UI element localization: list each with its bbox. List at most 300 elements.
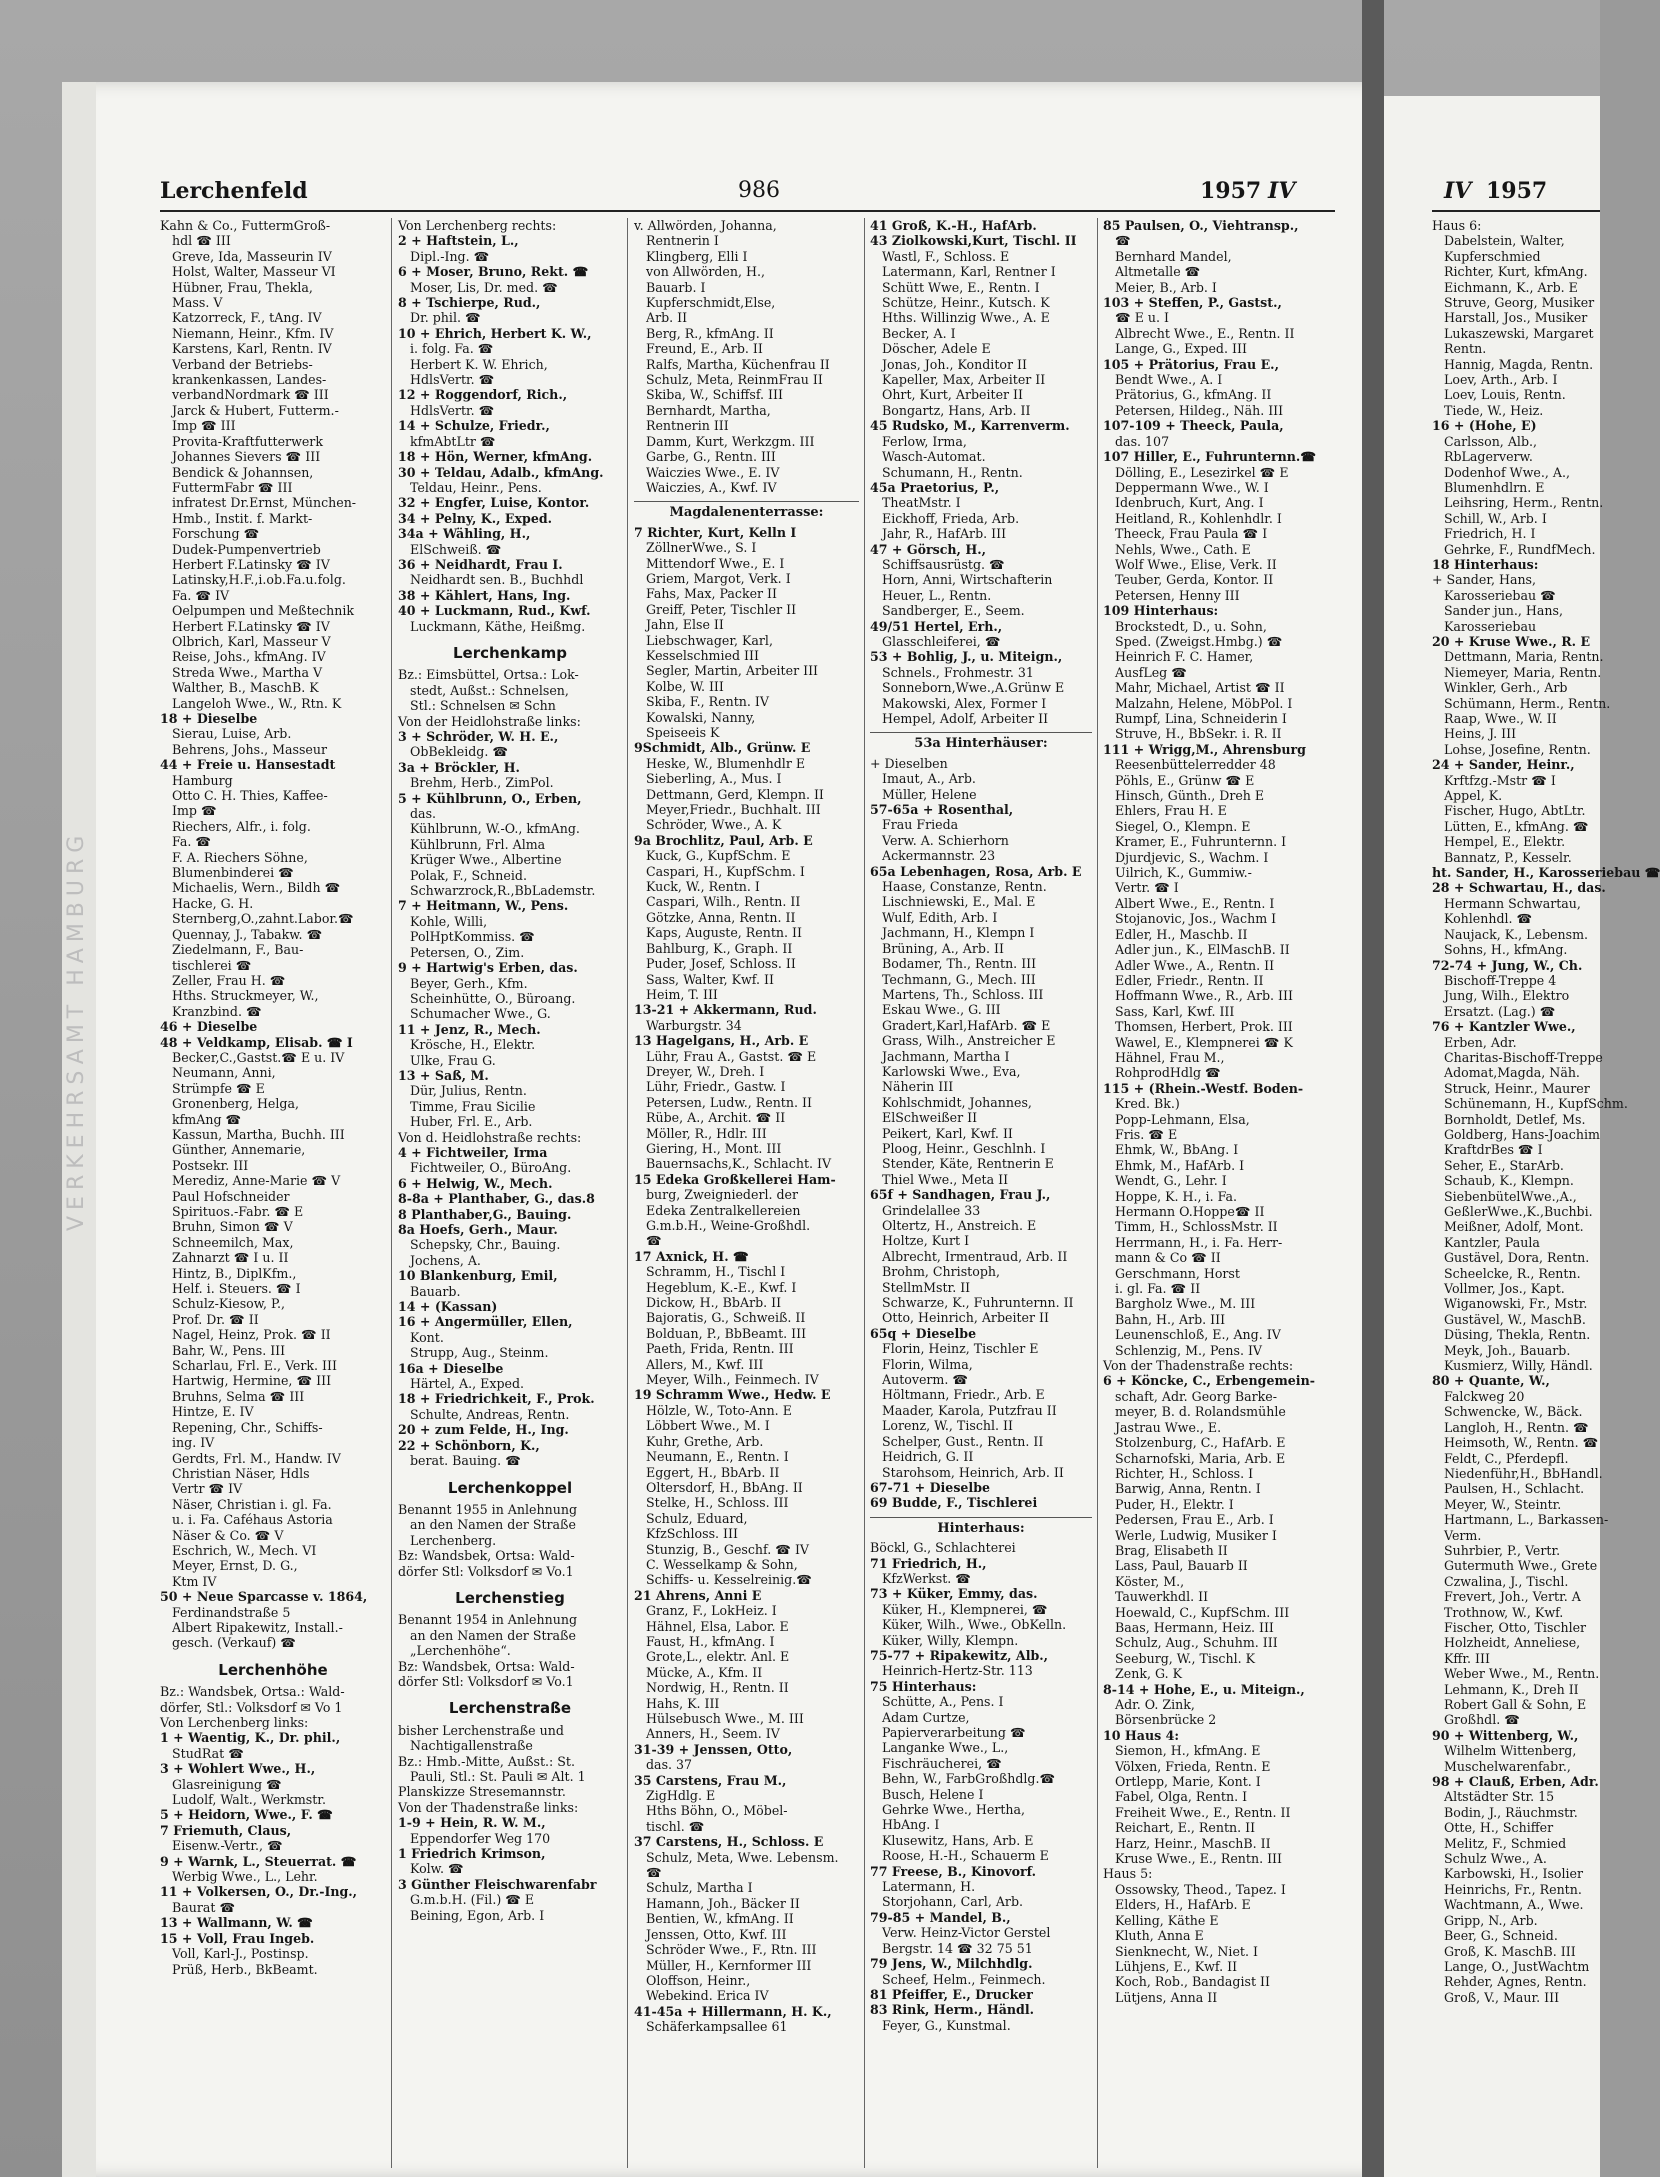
directory-entry: Stender, Käte, Rentnerin E xyxy=(882,1156,1054,1172)
directory-entry: Adler jun., K., ElMaschB. II xyxy=(1115,942,1290,958)
directory-entry: Eskau Wwe., G. III xyxy=(882,1002,1001,1018)
directory-entry: Olbrich, Karl, Masseur V xyxy=(172,633,331,649)
directory-entry: Wawel, E., Klempnerei ☎ K xyxy=(1115,1034,1293,1050)
sub-heading: Hinterhaus: xyxy=(870,1517,1092,1536)
directory-entry: ☎ xyxy=(1115,233,1131,249)
directory-entry: Bongartz, Hans, Arb. II xyxy=(882,402,1031,418)
directory-entry: Oltersdorf, H., BbAng. II xyxy=(646,1479,803,1495)
directory-entry: Segler, Martin, Arbeiter III xyxy=(646,663,819,679)
directory-entry: Helf. i. Steuers. ☎ I xyxy=(172,1281,301,1297)
directory-entry: burg, Zweigniederl. der xyxy=(646,1187,799,1203)
directory-entry: Küker, H., Klempnerei, ☎ xyxy=(882,1601,1048,1617)
directory-entry: Winkler, Gerh., Arb xyxy=(1444,680,1568,696)
directory-entry: Mücke, A., Kfm. II xyxy=(646,1664,763,1680)
directory-entry: 45a Praetorius, P., xyxy=(870,479,1000,495)
directory-entry: Kühlbrunn, Frl. Alma xyxy=(410,836,546,852)
directory-entry: Hamann, Joh., Bäcker II xyxy=(646,1895,800,1911)
directory-entry: C. Wesselkamp & Sohn, xyxy=(646,1556,798,1572)
directory-entry: 43 Ziolkowski,Kurt, Tischl. II xyxy=(870,233,1077,249)
directory-entry: Karbowski, H., Isolier xyxy=(1444,1866,1584,1882)
directory-entry: Jahr, R., HafArb. III xyxy=(882,526,1007,542)
directory-entry: 46 + Dieselbe xyxy=(160,1019,258,1035)
directory-entry: Hübner, Frau, Thekla, xyxy=(172,279,313,295)
directory-entry: Giering, H., Mont. III xyxy=(646,1140,782,1156)
directory-entry: Florin, Heinz, Tischler E xyxy=(882,1341,1039,1357)
directory-entry: Ehmk, M., HafArb. I xyxy=(1115,1157,1245,1173)
directory-entry: G.m.b.H., Weine-Großhdl. xyxy=(646,1218,811,1233)
directory-entry: Eichmann, K., Arb. E xyxy=(1444,279,1578,295)
entries-list xyxy=(398,667,622,1468)
directory-entry: 115 + (Rhein.-Westf. Boden- xyxy=(1103,1080,1304,1096)
directory-entry: Glasschleiferei, ☎ xyxy=(882,633,1001,649)
directory-entry: Johannes Sievers ☎ III xyxy=(172,449,321,465)
directory-entry: Völxen, Frieda, Rentn. E xyxy=(1115,1758,1271,1774)
directory-entry: Strupp, Aug., Steinm. xyxy=(410,1345,549,1361)
directory-entry: 53 + Bohlig, J., u. Miteign., xyxy=(870,649,1063,665)
directory-entry: Herrmann, H., i. Fa. Herr- xyxy=(1115,1234,1283,1250)
directory-entry: Zahnarzt ☎ I u. II xyxy=(172,1250,289,1266)
directory-entry: Imaut, A., Arb. xyxy=(882,771,976,787)
directory-entry: Lange, G., Exped. III xyxy=(1115,341,1247,357)
directory-entry: 8 Planthaber,G., Bauing. xyxy=(398,1206,572,1222)
directory-entry: Timme, Frau Sicilie xyxy=(410,1098,536,1114)
directory-entry: Muschelwarenfabr., xyxy=(1444,1758,1571,1774)
directory-entry: Groß, K. MaschB. III xyxy=(1444,1943,1576,1959)
directory-entry: 15 Edeka Großkellerei Ham- xyxy=(634,1171,836,1187)
directory-entry: ObBekleidg. ☎ xyxy=(410,744,509,760)
directory-entry: Schwarze, K., Fuhrunternn. II xyxy=(882,1295,1074,1311)
directory-entry: Hempel, Adolf, Arbeiter II xyxy=(882,711,1049,726)
directory-entry: Bz: Wandsbek, Ortsa: Wald- xyxy=(398,1658,575,1674)
directory-entry: Hahs, K. III xyxy=(646,1695,720,1711)
directory-entry: Quennay, J., Tabakw. ☎ xyxy=(172,926,323,942)
directory-entry: Fischer, Hugo, AbtLtr. xyxy=(1444,803,1586,819)
directory-entry: Reesenbüttelerredder 48 xyxy=(1115,757,1276,773)
directory-entry: Voll, Karl-J., Postinsp. xyxy=(172,1946,309,1962)
directory-entry: Döscher, Adele E xyxy=(882,341,991,357)
directory-entry: KraftdrBes ☎ I xyxy=(1444,1142,1543,1158)
directory-entry: Oloffson, Heinr., xyxy=(646,1972,751,1988)
directory-entry: Albrecht, Irmentraud, Arb. II xyxy=(882,1248,1068,1264)
directory-entry: AusfLeg ☎ xyxy=(1115,664,1187,680)
directory-entry: kfmAng ☎ xyxy=(172,1111,242,1127)
directory-entry: Meyer, Wilh., Feinmech. IV xyxy=(646,1372,819,1388)
directory-entry: Heins, J. III xyxy=(1444,726,1517,742)
directory-entry: ElSchweißer II xyxy=(882,1110,978,1126)
directory-entry: 111 + Wrigg,M., Ahrensburg xyxy=(1103,741,1306,757)
directory-entry: Richter, Kurt, kfmAng. xyxy=(1444,264,1588,280)
directory-entry: stedt, Außst.: Schnelsen, xyxy=(410,682,569,698)
directory-entry: 9 + Warnk, L., Steuerrat. ☎ xyxy=(160,1853,357,1869)
directory-entry: Hintz, B., DiplKfm., xyxy=(172,1265,297,1281)
directory-entry: Kapeller, Max, Arbeiter II xyxy=(882,372,1046,388)
directory-entry: Wachtmann, A., Wwe. xyxy=(1444,1897,1584,1913)
directory-entry: Teuber, Gerda, Kontor. II xyxy=(1115,572,1274,588)
directory-entry: Kelling, Käthe E xyxy=(1115,1912,1219,1928)
directory-entry: 14 + Schulze, Friedr., xyxy=(398,418,550,434)
directory-entry: Schröder, Wwe., A. K xyxy=(646,817,782,833)
directory-entry: Ziedelmann, F., Bau- xyxy=(172,942,304,958)
directory-entry: Hartwig, Hermine, ☎ III xyxy=(172,1373,332,1389)
directory-entry: Günther, Annemarie, xyxy=(172,1142,306,1158)
column-divider xyxy=(1097,218,1098,2168)
directory-entry: Eisenw.-Vertr., ☎ xyxy=(172,1838,283,1854)
directory-entry: Postsekr. III xyxy=(172,1157,249,1173)
directory-entry: Heinrichs, Fr., Rentn. xyxy=(1444,1881,1582,1897)
directory-entry: Edler, H., Maschb. II xyxy=(1115,926,1248,942)
directory-entry: Speiseeis K xyxy=(646,725,720,740)
directory-entry: Sped. (Zweigst.Hmbg.) ☎ xyxy=(1115,633,1283,649)
directory-entry: Stelke, H., Schloss. III xyxy=(646,1495,789,1511)
directory-entry: Wiganowski, Fr., Mstr. xyxy=(1444,1296,1588,1312)
directory-entry: Wilhelm Wittenberg, xyxy=(1444,1743,1577,1759)
directory-entry: 16 + (Hohe, E) xyxy=(1432,418,1537,434)
directory-entry: Siemon, H., kfmAng. E xyxy=(1115,1743,1261,1759)
directory-entry: Waiczies, A., Kwf. IV xyxy=(646,479,777,495)
directory-entry: 5 + Heidorn, Wwe., F. ☎ xyxy=(160,1807,333,1823)
directory-entry: Schwencke, W., Bäck. xyxy=(1444,1404,1583,1420)
directory-entry: 7 + Heitmann, W., Pens. xyxy=(398,898,569,914)
directory-entry: krankenkassen, Landes- xyxy=(172,372,327,388)
directory-entry: Hoffmann Wwe., R., Arb. III xyxy=(1115,988,1293,1004)
directory-entry: 3a + Bröckler, H. xyxy=(398,759,520,775)
directory-entry: 40 + Luckmann, Rud., Kwf. xyxy=(398,603,591,619)
directory-entry: Falckweg 20 xyxy=(1444,1388,1525,1404)
directory-entry: 14 + (Kassan) xyxy=(398,1299,498,1315)
directory-entry: Meier, B., Arb. I xyxy=(1115,279,1217,295)
directory-entry: Kuck, W., Rentn. I xyxy=(646,879,760,895)
directory-entry: Gerdts, Frl. M., Handw. IV xyxy=(172,1450,341,1466)
directory-entry: Dür, Julius, Rentn. xyxy=(410,1083,527,1099)
directory-entry: Spirituos.-Fabr. ☎ E xyxy=(172,1204,304,1219)
directory-entry: Hmb., Instit. f. Markt- xyxy=(172,510,313,526)
directory-entry: Storjohann, Carl, Arb. xyxy=(882,1894,1024,1910)
directory-entry: Lühr, Frau A., Gastst. ☎ E xyxy=(646,1048,817,1064)
directory-entry: Ulke, Frau G. xyxy=(410,1052,496,1068)
directory-entry: Kahn & Co., FuttermGroß- xyxy=(160,218,331,233)
directory-entry: Struve, H., BbSekr. i. R. II xyxy=(1115,726,1282,742)
directory-entry: Bauernsachs,K., Schlacht. IV xyxy=(646,1156,832,1172)
book-gutter xyxy=(1362,0,1384,2177)
directory-entry: Brehm, Herb., ZimPol. xyxy=(410,775,554,791)
directory-entry: Michaelis, Wern., Bildh ☎ xyxy=(172,880,341,896)
column-3 xyxy=(634,218,859,2168)
directory-entry: Börsenbrücke 2 xyxy=(1115,1712,1217,1728)
directory-entry: Scharlau, Frl. E., Verk. III xyxy=(172,1358,337,1374)
directory-entry: Kupferschmied xyxy=(1444,248,1541,264)
directory-entry: 47 + Görsch, H., xyxy=(870,541,986,557)
directory-entry: Granz, F., LokHeiz. I xyxy=(646,1603,777,1619)
directory-entry: PolHptKommiss. ☎ xyxy=(410,929,535,945)
directory-entry: Dettmann, Gerd, Klempn. II xyxy=(646,786,824,802)
directory-entry: Skiba, F., Rentn. IV xyxy=(646,694,769,710)
directory-entry: Rentnerin I xyxy=(646,233,719,249)
directory-entry: 18 + Hön, Werner, kfmAng. xyxy=(398,449,593,465)
street-heading: Lerchenfeld xyxy=(160,178,308,204)
directory-entry: das. 37 xyxy=(646,1757,693,1773)
directory-entry: Stojanovic, Jos., Wachm I xyxy=(1115,911,1277,927)
directory-entry: 79-85 + Mandel, B., xyxy=(870,1909,1011,1925)
directory-entry: Bruhn, Simon ☎ V xyxy=(172,1219,293,1235)
column-1 xyxy=(160,218,386,2168)
directory-entry: Schaub, K., Klempn. xyxy=(1444,1173,1574,1189)
directory-entry: + Sander, Hans, xyxy=(1432,572,1537,588)
directory-entry: Schulz, Aug., Schuhm. III xyxy=(1115,1635,1278,1651)
directory-entry: 109 Hinterhaus: xyxy=(1103,603,1219,619)
directory-entry: StellmMstr. II xyxy=(882,1279,971,1295)
directory-entry: Böckl, G., Schlachterei xyxy=(870,1540,1016,1556)
directory-entry: Schlenzig, M., Pens. IV xyxy=(1115,1342,1263,1358)
directory-entry: Idenbruch, Kurt, Ang. I xyxy=(1115,495,1264,511)
directory-entry: Ralfs, Martha, Küchenfrau II xyxy=(646,356,830,372)
directory-entry: Lerchenberg. xyxy=(410,1532,497,1548)
directory-entry: Jarck & Hubert, Futterm.- xyxy=(172,402,339,418)
directory-entry: Bodin, J., Räuchmstr. xyxy=(1444,1804,1578,1820)
directory-entry: Schulte, Andreas, Rentn. xyxy=(410,1406,570,1422)
directory-entry: Schepsky, Chr., Bauing. xyxy=(410,1237,561,1253)
directory-entry: Eggert, H., BbArb. II xyxy=(646,1464,780,1480)
directory-entry: Martens, Th., Schloss. III xyxy=(882,986,1044,1002)
directory-entry: 71 Friedrich, H., xyxy=(870,1555,987,1571)
directory-entry: Neumann, E., Rentn. I xyxy=(646,1449,789,1465)
directory-entry: Niemann, Heinr., Kfm. IV xyxy=(172,325,334,341)
directory-entry: Stunzig, B., Geschf. ☎ IV xyxy=(646,1541,810,1557)
directory-entry: 98 + Clauß, Erben, Adr. xyxy=(1432,1774,1599,1790)
directory-entry: Kaps, Auguste, Rentn. II xyxy=(646,925,802,941)
directory-entry: Schünemann, H., KupfSchm. xyxy=(1444,1096,1628,1112)
directory-entry: Appel, K. xyxy=(1444,788,1503,804)
directory-entry: Makowski, Alex, Former I xyxy=(882,695,1047,711)
directory-entry: Koch, Rob., Bandagist II xyxy=(1115,1974,1270,1990)
directory-entry: Von der Thadenstraße rechts: xyxy=(1103,1358,1294,1374)
directory-entry: Bannatz, P., Kesselr. xyxy=(1444,849,1572,865)
directory-entry: Hölzle, W., Toto-Ann. E xyxy=(646,1402,792,1418)
directory-entry: Brüning, A., Arb. II xyxy=(882,940,1004,956)
directory-entry: Christian Näser, Hdls xyxy=(172,1465,310,1481)
directory-entry: 6 + Helwig, W., Mech. xyxy=(398,1175,553,1191)
directory-entry: 7 Friemuth, Claus, xyxy=(160,1822,292,1838)
directory-entry: 21 Ahrens, Anni E xyxy=(634,1587,762,1603)
directory-entry: Kesselschmied III xyxy=(646,647,759,663)
directory-entry: 34 + Pelny, K., Exped. xyxy=(398,510,553,526)
header-rule xyxy=(160,210,1335,212)
directory-entry: 3 + Wohlert Wwe., H., xyxy=(160,1761,316,1777)
directory-entry: Autoverm. ☎ xyxy=(882,1372,969,1388)
directory-entry: Zeller, Frau H. ☎ xyxy=(172,972,286,988)
directory-entry: Struck, Heinr., Maurer xyxy=(1444,1080,1590,1096)
directory-entry: u. i. Fa. Caféhaus Astoria xyxy=(172,1512,333,1528)
directory-entry: hdl ☎ III xyxy=(172,233,231,249)
directory-entry: Näherin III xyxy=(882,1079,954,1095)
directory-entry: Nachtigallenstraße xyxy=(410,1738,533,1754)
directory-entry: Von der Thadenstraße links: xyxy=(398,1799,579,1815)
directory-entry: Strümpfe ☎ E xyxy=(172,1080,265,1096)
directory-entry: Struve, Georg, Musiker xyxy=(1444,295,1595,311)
directory-entry: Bernhard Mandel, xyxy=(1115,248,1232,264)
directory-entry: bisher Lerchenstraße und xyxy=(398,1722,564,1738)
directory-entry: Schill, W., Arb. I xyxy=(1444,510,1547,526)
directory-entry: Riechers, Alfr., i. folg. xyxy=(172,818,311,834)
directory-entry: Heitland, R., Kohlenhdlr. I xyxy=(1115,510,1282,526)
directory-entry: Hegeblum, K.-E., Kwf. I xyxy=(646,1279,797,1295)
directory-entry: Deppermann Wwe., W. I xyxy=(1115,479,1269,495)
directory-entry: Von Lerchenberg links: xyxy=(160,1715,309,1730)
directory-entry: 36 + Neidhardt, Frau I. xyxy=(398,556,563,572)
directory-entry: HdlsVertr. ☎ xyxy=(410,372,495,388)
directory-entry: 38 + Kählert, Hans, Ing. xyxy=(398,587,571,603)
directory-entry: Sass, Walter, Kwf. II xyxy=(646,971,774,987)
directory-entry: Stl.: Schnelsen ✉ Schn xyxy=(410,698,556,714)
directory-entry: Verband der Betriebs- xyxy=(172,356,313,372)
directory-entry: Hoewald, C., KupfSchm. III xyxy=(1115,1604,1290,1620)
directory-entry: Scheinhütte, O., Büroang. xyxy=(410,990,576,1006)
directory-entry: 20 + zum Felde, H., Ing. xyxy=(398,1422,569,1438)
directory-entry: Schulz Wwe., A. xyxy=(1444,1851,1547,1867)
directory-entry: Pauli, Stl.: St. Pauli ✉ Alt. 1 xyxy=(410,1769,586,1784)
directory-entry: Lass, Paul, Bauarb II xyxy=(1115,1558,1248,1574)
directory-entry: 41 Groß, K.-H., HafArb. xyxy=(870,218,1037,233)
directory-entry: Albert Ripakewitz, Install.- xyxy=(172,1619,343,1635)
directory-entry: Groß, V., Maur. III xyxy=(1444,1989,1560,2005)
directory-entry: Popp-Lehmann, Elsa, xyxy=(1115,1111,1250,1127)
directory-entry: Kantzler, Paula xyxy=(1444,1234,1540,1250)
directory-entry: Krüger Wwe., Albertine xyxy=(410,852,562,868)
directory-entry: 16 + Angermüller, Ellen, xyxy=(398,1314,573,1330)
directory-entry: Prätorius, G., kfmAng. II xyxy=(1115,387,1272,403)
directory-entry: Lühjens, E., Kwf. II xyxy=(1115,1958,1238,1974)
sub-heading: 53a Hinterhäuser: xyxy=(870,732,1092,751)
directory-entry: 44 + Freie u. Hansestadt xyxy=(160,757,336,773)
directory-entry: Kolw. ☎ xyxy=(410,1861,464,1877)
directory-entry: Mahr, Michael, Artist ☎ II xyxy=(1115,680,1285,696)
directory-entry: Schiffsausrüstg. ☎ xyxy=(882,556,1005,572)
directory-entry: Vollmer, Jos., Kapt. xyxy=(1444,1281,1565,1297)
directory-entry: 35 Carstens, Frau M., xyxy=(634,1772,787,1788)
directory-entry: kfmAbtLtr ☎ xyxy=(410,433,496,449)
directory-entry: Erben, Adr. xyxy=(1444,1034,1517,1050)
directory-entry: 45 Rudsko, M., Karrenverm. xyxy=(870,418,1070,434)
directory-entry: FuttermFabr ☎ III xyxy=(172,479,293,495)
directory-entry: Hoppe, K. H., i. Fa. xyxy=(1115,1188,1237,1204)
directory-entry: Löbbert Wwe., M. I xyxy=(646,1418,770,1434)
directory-entry: ☎ E u. I xyxy=(1115,310,1169,326)
directory-entry: Jahn, Else II xyxy=(646,617,724,633)
directory-entry: schaft, Adr. Georg Barke- xyxy=(1115,1388,1277,1404)
directory-entry: Horn, Anni, Wirtschafterin xyxy=(882,572,1053,588)
directory-entry: Oelpumpen und Meßtechnik xyxy=(172,603,355,619)
directory-entry: Kassun, Martha, Buchh. III xyxy=(172,1126,345,1142)
page-number: 986 xyxy=(738,178,780,203)
directory-entry: Otte, H., Schiffer xyxy=(1444,1820,1554,1836)
directory-entry: RbLagerverw. xyxy=(1444,449,1533,465)
directory-entry: Blumenhdlrn. E xyxy=(1444,479,1545,495)
directory-entry: Berg, R., kfmAng. II xyxy=(646,325,774,341)
directory-entry: Kont. xyxy=(410,1329,444,1345)
directory-entry: 73 + Küker, Emmy, das. xyxy=(870,1586,1038,1602)
directory-entry: Dickow, H., BbArb. II xyxy=(646,1295,782,1311)
year-left: 1957 xyxy=(1200,178,1262,204)
directory-entry: Becker, A. I xyxy=(882,325,956,341)
directory-entry: Seher, E., StarArb. xyxy=(1444,1157,1564,1173)
directory-entry: Herbert K. W. Ehrich, xyxy=(410,356,548,372)
directory-entry: Dudek-Pumpenvertrieb xyxy=(172,541,321,557)
directory-entry: Adr. O. Zink, xyxy=(1115,1697,1195,1712)
directory-entry: Adler Wwe., A., Rentn. II xyxy=(1115,957,1275,973)
directory-entry: Karosseriebau ☎ xyxy=(1444,587,1556,603)
entries-list xyxy=(634,525,859,2035)
directory-entry: Bernhardt, Martha, xyxy=(646,402,771,418)
directory-entry: Ludolf, Walt., Werkmstr. xyxy=(172,1792,326,1808)
directory-entry: 20 + Kruse Wwe., R. E xyxy=(1432,633,1591,649)
directory-entry: 7 Richter, Kurt, Kelln I xyxy=(634,524,797,540)
directory-entry: 3 + Schröder, W. H. E., xyxy=(398,729,559,744)
directory-entry: Schütte, A., Pens. I xyxy=(882,1694,1004,1710)
directory-entry: Katzorreck, F., tAng. IV xyxy=(172,310,322,326)
directory-entry: Möller, R., Hdlr. III xyxy=(646,1125,767,1141)
directory-entry: Busch, Helene I xyxy=(882,1786,984,1802)
directory-entry: Hähnel, Elsa, Labor. E xyxy=(646,1618,789,1634)
directory-entry: Timm, H., SchlossMstr. II xyxy=(1115,1219,1278,1235)
directory-entry: Näser, Christian i. gl. Fa. xyxy=(172,1496,332,1512)
directory-entry: Friedrich, H. I xyxy=(1444,526,1536,542)
directory-entry: Krftfzg.-Mstr ☎ I xyxy=(1444,772,1556,788)
directory-entry: Rübe, A., Archit. ☎ II xyxy=(646,1110,786,1126)
directory-entry: Meißner, Adolf, Mont. xyxy=(1444,1219,1584,1235)
directory-entry: Kohlenhdl. ☎ xyxy=(1444,911,1533,927)
directory-entry: Höltmann, Friedr., Arb. E xyxy=(882,1387,1045,1403)
directory-entry: Hths. Willinzig Wwe., A. E xyxy=(882,310,1050,326)
directory-entry: Wolf Wwe., Elise, Verk. II xyxy=(1115,556,1277,572)
directory-entry: Latermann, H. xyxy=(882,1879,976,1895)
directory-entry: Fa. ☎ IV xyxy=(172,587,230,603)
directory-entry: Kupferschmidt,Else, xyxy=(646,295,776,311)
directory-entry: 8 + Tschierpe, Rud., xyxy=(398,295,541,311)
directory-entry: Niemeyer, Maria, Rentn. xyxy=(1444,664,1602,680)
directory-entry: Schulz-Kiesow, P., xyxy=(172,1296,285,1312)
directory-entry: Bendick & Johannsen, xyxy=(172,464,314,480)
directory-entry: Puder, Josef, Schloss. II xyxy=(646,956,796,972)
directory-entry: Skiba, W., Schiffsf. III xyxy=(646,387,783,403)
directory-entry: Schäferkampsallee 61 xyxy=(646,2019,788,2035)
directory-entry: Holst, Walter, Masseur VI xyxy=(172,264,336,280)
directory-entry: Ortlepp, Marie, Kont. I xyxy=(1115,1774,1261,1790)
directory-entry: Arb. II xyxy=(646,310,688,326)
directory-entry: 107-109 + Theeck, Paula, xyxy=(1103,418,1284,434)
directory-entry: Fischer, Otto, Tischler xyxy=(1444,1619,1587,1635)
directory-entry: Wastl, F., Schloss. E xyxy=(882,248,1010,264)
directory-entry: Sohns, H., kfmAng. xyxy=(1444,942,1568,958)
directory-entry: Vertr ☎ IV xyxy=(172,1481,243,1497)
entries-list xyxy=(1103,218,1335,2005)
directory-entry: Frau Frieda xyxy=(882,817,959,833)
directory-entry: Ferdinandstraße 5 xyxy=(172,1604,291,1620)
directory-entry: Papierverarbeitung ☎ xyxy=(882,1725,1026,1740)
directory-entry: Charitas-Bischoff-Treppe xyxy=(1444,1049,1603,1065)
directory-entry: Fris. ☎ E xyxy=(1115,1126,1178,1142)
directory-entry: Langloh, H., Rentn. ☎ xyxy=(1444,1419,1589,1435)
directory-entry: Reise, Johs., kfmAng. IV xyxy=(172,649,326,665)
directory-entry: 48 + Veldkamp, Elisab. ☎ I xyxy=(160,1034,353,1050)
directory-entry: Edler, Friedr., Rentn. II xyxy=(1115,972,1264,988)
directory-entry: 76 + Kantzler Wwe., xyxy=(1432,1019,1576,1035)
directory-entry: GeßlerWwe.,K.,Buchbi. xyxy=(1444,1204,1593,1219)
directory-entry: Forschung ☎ xyxy=(172,526,260,542)
directory-entry: Klingberg, Elli I xyxy=(646,248,748,264)
directory-entry: dörfer Stl: Volksdorf ✉ Vo.1 xyxy=(398,1673,574,1689)
directory-entry: 16a + Dieselbe xyxy=(398,1360,504,1376)
entries-list xyxy=(870,1540,1092,2033)
directory-entry: 9a Brochlitz, Paul, Arb. E xyxy=(634,832,813,848)
